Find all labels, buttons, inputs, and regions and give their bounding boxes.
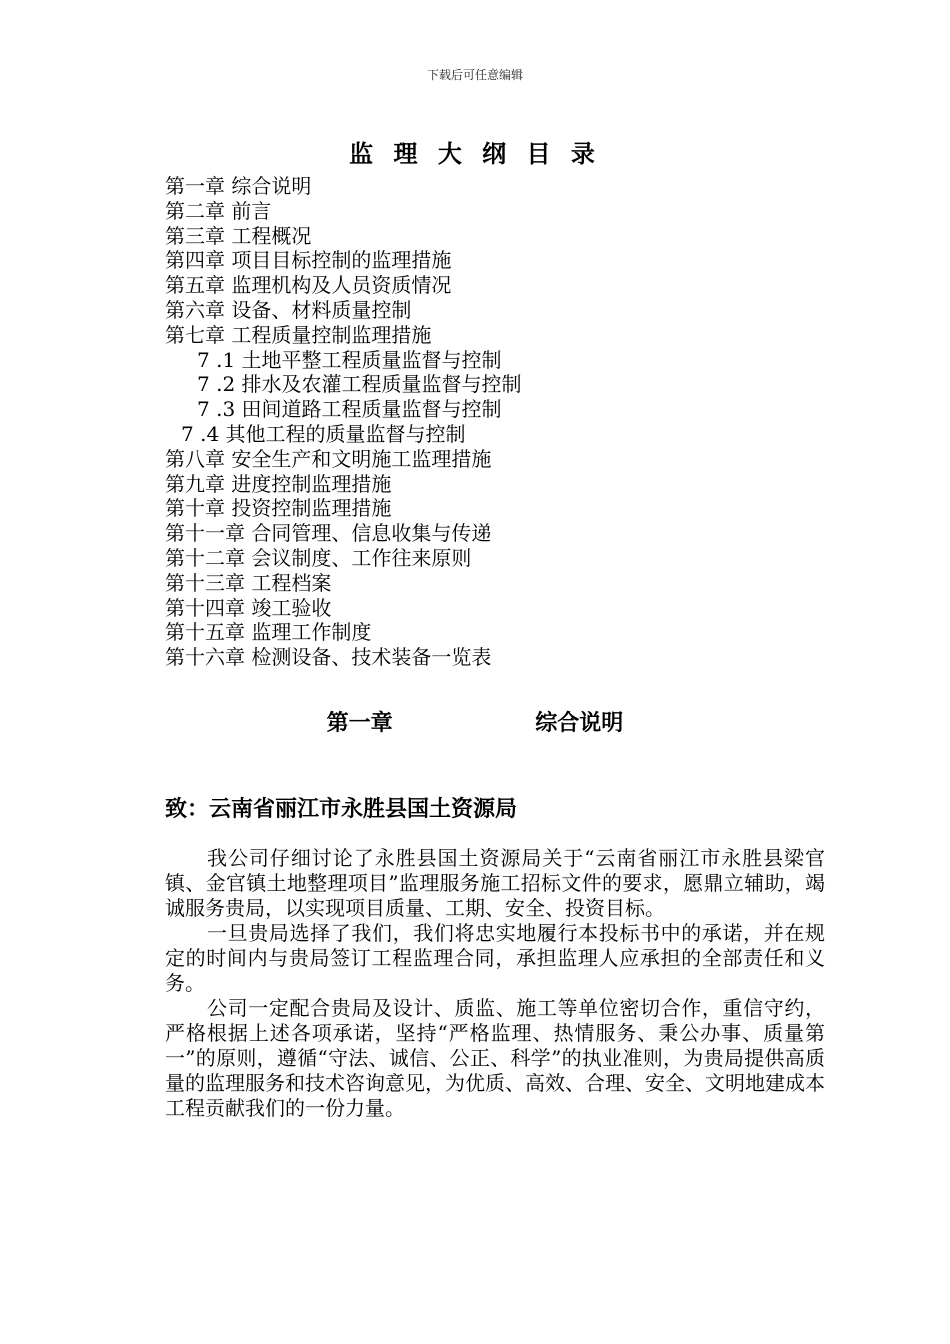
toc-item: 第十章 投资控制监理措施: [165, 496, 392, 521]
toc-subitem: 7 .1 土地平整工程质量监督与控制: [197, 347, 502, 372]
toc-item: 第十五章 监理工作制度: [165, 620, 372, 645]
toc-subitem: 7 .4 其他工程的质量监督与控制: [181, 421, 466, 446]
toc-subitem: 7 .3 田间道路工程质量监督与控制: [197, 397, 502, 422]
paragraph: 公司一定配合贵局及设计、质监、施工等单位密切合作，重信守约，严格根据上述各项承诺，坚持“严格监理、热情服务、秉公办事、质量第一”的原则，遵循“守法、诚信、公正、科学”的执业准则，为贵局提供高质量的监理服务和技术咨询意见，为优质、高效、合理、安全、文明地建成本工程贡献我们的一份力量。: [165, 996, 825, 1120]
toc-subitem: 7 .2 排水及农灌工程质量监督与控制: [197, 372, 522, 397]
addressee-line: 致：云南省丽江市永胜县国土资源局: [165, 796, 518, 822]
toc-item: 第十二章 会议制度、工作往来原则: [165, 545, 472, 570]
toc-item: 第十四章 竣工验收: [165, 595, 332, 620]
toc-item: 第十一章 合同管理、信息收集与传递: [165, 521, 492, 546]
paragraph: 一旦贵局选择了我们，我们将忠实地履行本投标书中的承诺，并在规定的时间内与贵局签订工程监理合同，承担监理人应承担的全部责任和义务。: [165, 921, 825, 995]
paragraph: 我公司仔细讨论了永胜县国土资源局关于“云南省丽江市永胜县梁官镇、金官镇土地整理项目”监理服务施工招标文件的要求，愿鼎立辅助，竭诚服务贵局，以实现项目质量、工期、安全、投资目标。: [165, 846, 825, 920]
toc-item: 第九章 进度控制监理措施: [165, 471, 392, 496]
toc-title: 监 理 大 纲 目 录: [349, 139, 601, 168]
table-of-contents: [165, 174, 825, 670]
toc-item: 第一章 综合说明: [165, 174, 312, 198]
toc-item: 第六章 设备、材料质量控制: [165, 297, 412, 322]
toc-item: 第三章 工程概况: [165, 223, 312, 248]
chapter-heading: 第一章 综合说明: [326, 710, 624, 736]
toc-item: 第七章 工程质量控制监理措施: [165, 322, 432, 347]
toc-item: 第十六章 检测设备、技术装备一览表: [165, 645, 492, 670]
toc-item: 第四章 项目目标控制的监理措施: [165, 248, 452, 273]
toc-item: 第二章 前言: [165, 198, 272, 223]
toc-item: 第十三章 工程档案: [165, 570, 332, 595]
header-note: 下载后可任意编辑: [426, 68, 523, 82]
toc-item: 第八章 安全生产和文明施工监理措施: [165, 446, 492, 471]
body-text: [165, 846, 825, 1121]
toc-item: 第五章 监理机构及人员资质情况: [165, 273, 452, 298]
